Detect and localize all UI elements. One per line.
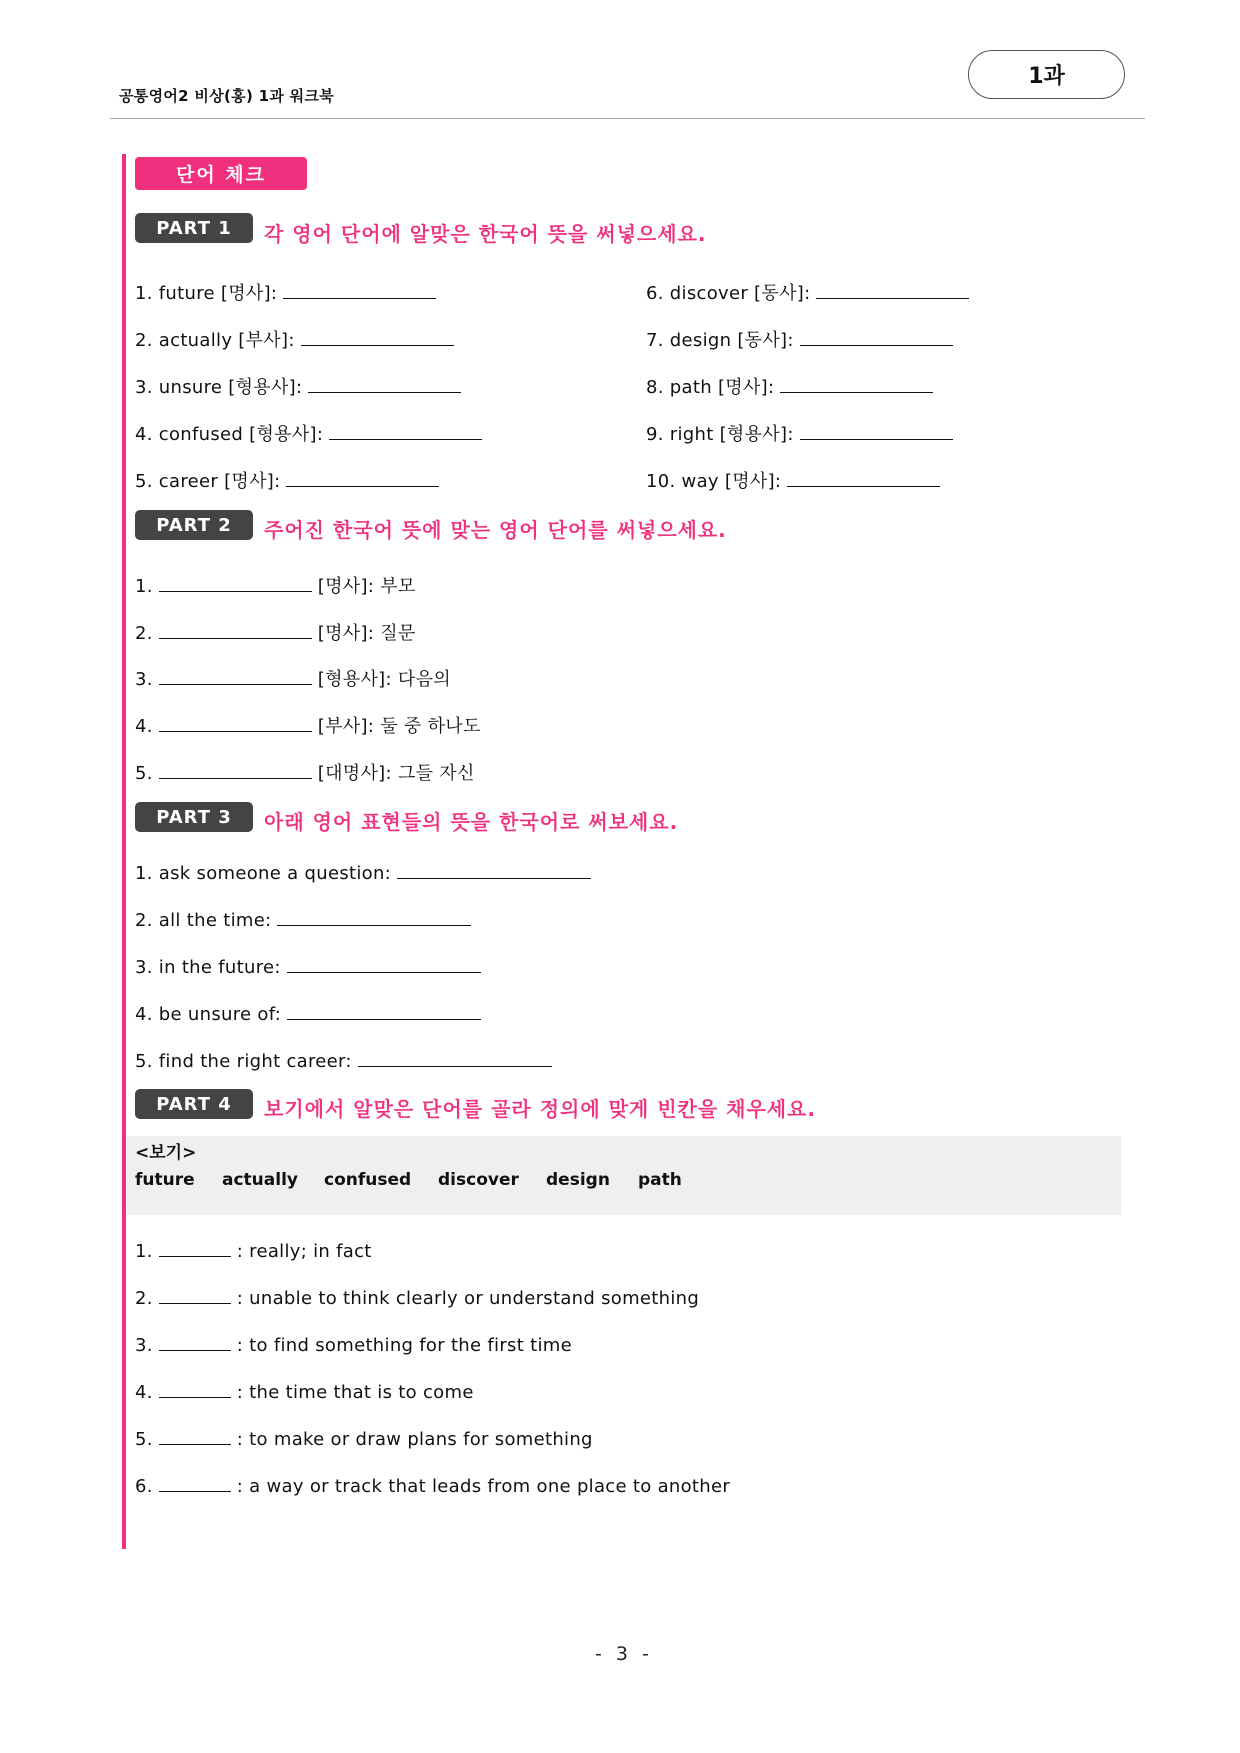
part4-question-5 [135,1429,593,1450]
question-text: 4. be unsure of: [135,1004,282,1025]
part2-instruction: 주어진 한국어 뜻에 맞는 영어 단어를 써넣으세요. [264,518,727,542]
answer-blank[interactable] [800,332,953,346]
answer-blank[interactable] [283,285,436,299]
answer-blank[interactable] [159,625,312,639]
question-definition: : to find something for the first time [236,1335,572,1356]
answer-blank[interactable] [287,1006,481,1020]
part4-question-1 [135,1241,372,1262]
part3-badge [135,802,253,832]
page-number: - 3 - [595,1643,653,1665]
word-bank-label: <보기> [135,1143,197,1163]
section-accent-bar [122,154,126,1549]
question-meaning: [형용사]: 다음의 [317,669,451,690]
part1-question-10 [646,467,940,493]
question-number: 3. [135,669,153,690]
word-bank-item: future [135,1170,195,1190]
question-text: 2. actually [부사]: [135,330,295,351]
word-bank-item: discover [438,1170,519,1190]
question-text: 6. discover [동사]: [646,283,811,304]
question-number: 4. [135,1382,153,1403]
answer-blank[interactable] [159,1243,231,1257]
question-definition: : to make or draw plans for something [236,1429,593,1450]
answer-blank[interactable] [159,1384,231,1398]
part3-badge-label: PART 3 [156,806,232,828]
question-text: 5. career [명사]: [135,471,281,492]
question-number: 4. [135,716,153,737]
part4-badge-label: PART 4 [156,1093,232,1115]
answer-blank[interactable] [358,1053,552,1067]
question-definition: : really; in fact [236,1241,372,1262]
answer-blank[interactable] [287,959,481,973]
part2-question-3 [135,665,451,691]
answer-blank[interactable] [816,285,969,299]
question-text: 1. future [명사]: [135,283,278,304]
question-definition: : the time that is to come [236,1382,474,1403]
part4-question-6 [135,1476,730,1497]
answer-blank[interactable] [159,765,312,779]
question-text: 10. way [명사]: [646,471,782,492]
question-definition: : unable to think clearly or understand something [236,1288,700,1309]
answer-blank[interactable] [301,332,454,346]
word-bank-item: confused [324,1170,412,1190]
question-text: 3. unsure [형용사]: [135,377,303,398]
part1-question-8 [646,373,933,399]
word-bank-item: path [638,1170,682,1190]
part4-question-3 [135,1335,572,1356]
part1-question-6 [646,279,969,305]
answer-blank[interactable] [159,1337,231,1351]
question-number: 6. [135,1476,153,1497]
question-text: 4. confused [형용사]: [135,424,324,445]
answer-blank[interactable] [397,865,591,879]
part1-question-3 [135,373,461,399]
word-bank-item: design [546,1170,610,1190]
answer-blank[interactable] [159,1431,231,1445]
answer-blank[interactable] [286,473,439,487]
part3-question-5 [135,1051,552,1072]
question-number: 5. [135,1429,153,1450]
question-definition: : a way or track that leads from one place to another [236,1476,731,1497]
question-number: 2. [135,1288,153,1309]
question-text: 2. all the time: [135,910,272,931]
part2-question-2 [135,619,416,645]
part2-question-1 [135,572,416,598]
word-bank-item: actually [222,1170,298,1190]
part4-instruction: 보기에서 알맞은 단어를 골라 정의에 맞게 빈칸을 채우세요. [264,1097,817,1121]
section-title: 단어 체크 [175,164,267,186]
answer-blank[interactable] [159,718,312,732]
part1-badge-label: PART 1 [156,217,232,239]
part1-instruction: 각 영어 단어에 알맞은 한국어 뜻을 써넣으세요. [264,222,707,246]
answer-blank[interactable] [787,473,940,487]
answer-blank[interactable] [159,1478,231,1492]
question-meaning: [대명사]: 그들 자신 [317,763,475,784]
part4-badge [135,1089,253,1119]
question-number: 2. [135,623,153,644]
answer-blank[interactable] [329,426,482,440]
question-text: 9. right [형용사]: [646,424,794,445]
lesson-badge [968,50,1125,99]
answer-blank[interactable] [277,912,471,926]
answer-blank[interactable] [159,578,312,592]
section-title-badge [135,157,307,190]
question-meaning: [명사]: 부모 [317,576,416,597]
question-text: 1. ask someone a question: [135,863,392,884]
answer-blank[interactable] [308,379,461,393]
question-text: 5. find the right career: [135,1051,352,1072]
question-number: 3. [135,1335,153,1356]
part1-question-1 [135,279,436,305]
part4-question-4 [135,1382,474,1403]
question-number: 1. [135,1241,153,1262]
answer-blank[interactable] [800,426,953,440]
part3-instruction: 아래 영어 표현들의 뜻을 한국어로 써보세요. [264,810,679,834]
document-title: 공통영어2 비상(홍) 1과 워크북 [119,87,335,105]
answer-blank[interactable] [780,379,933,393]
part2-badge-label: PART 2 [156,514,232,536]
part1-question-5 [135,467,439,493]
part1-question-2 [135,326,454,352]
question-text: 3. in the future: [135,957,281,978]
part4-question-2 [135,1288,699,1309]
question-meaning: [부사]: 둘 중 하나도 [317,716,481,737]
part1-badge [135,213,253,243]
part1-question-7 [646,326,953,352]
part2-question-4 [135,712,481,738]
part1-question-4 [135,420,482,446]
answer-blank[interactable] [159,1290,231,1304]
question-text: 7. design [동사]: [646,330,794,351]
question-number: 1. [135,576,153,597]
lesson-label: 1과 [1028,64,1065,89]
header-divider [110,118,1145,119]
part3-question-2 [135,910,471,931]
part2-question-5 [135,759,475,785]
question-text: 8. path [명사]: [646,377,775,398]
part3-question-4 [135,1004,481,1025]
answer-blank[interactable] [159,671,312,685]
part2-badge [135,510,253,540]
part3-question-1 [135,863,591,884]
question-meaning: [명사]: 질문 [317,623,416,644]
part3-question-3 [135,957,481,978]
question-number: 5. [135,763,153,784]
part1-question-9 [646,420,953,446]
